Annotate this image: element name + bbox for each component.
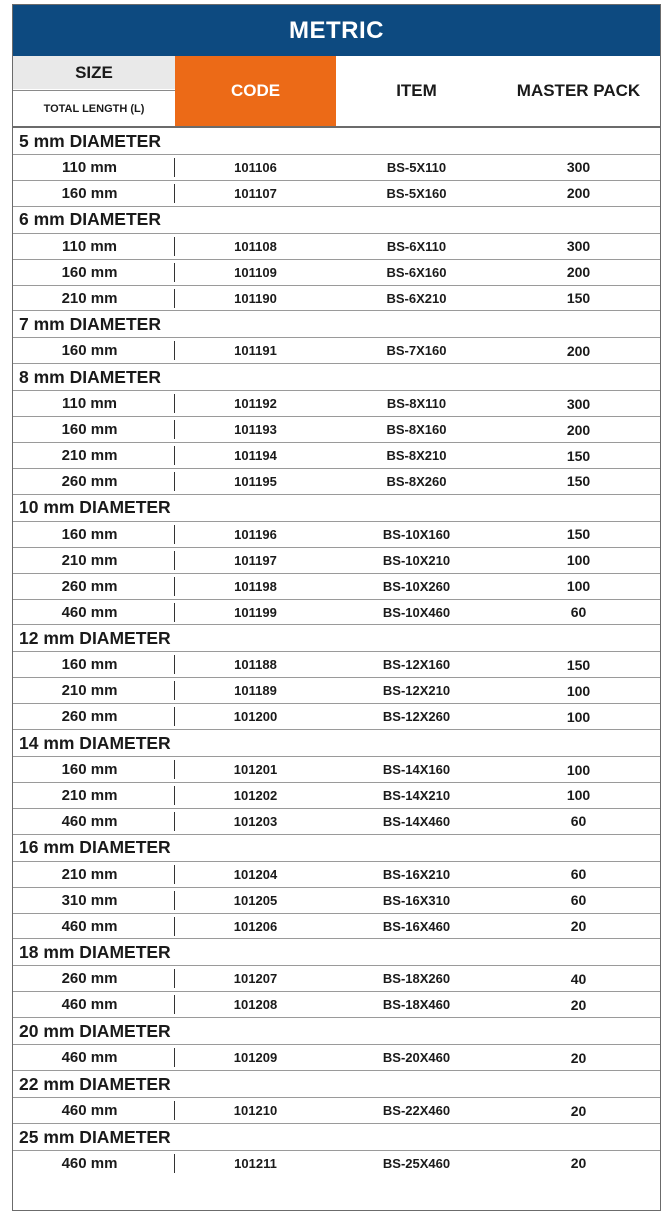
diameter-group-title: 5 mm DIAMETER — [13, 128, 660, 155]
diameter-group-title: 12 mm DIAMETER — [13, 625, 660, 652]
master-pack-cell: 200 — [566, 264, 591, 281]
code-cell: 101204 — [233, 866, 278, 882]
item-cell: BS-14X210 — [382, 787, 451, 803]
table-row — [13, 992, 660, 1018]
master-pack-cell: 40 — [570, 970, 587, 987]
size-cell: 460 mm — [13, 603, 175, 622]
diameter-group-title: 6 mm DIAMETER — [13, 207, 660, 234]
code-cell: 101209 — [233, 1050, 278, 1066]
size-cell: 160 mm — [13, 760, 175, 779]
code-cell: 101190 — [234, 290, 277, 306]
size-cell: 260 mm — [13, 472, 175, 491]
code-cell: 101203 — [233, 813, 278, 829]
code-cell: 101207 — [233, 971, 278, 987]
master-pack-cell: 300 — [566, 238, 591, 255]
table-row — [13, 914, 660, 940]
size-cell: 210 mm — [13, 446, 175, 465]
master-pack-cell: 200 — [566, 185, 591, 202]
code-cell: 101202 — [233, 787, 278, 803]
size-cell: 210 mm — [13, 865, 175, 884]
diameter-group-title: 18 mm DIAMETER — [13, 939, 660, 966]
item-cell: BS-25X460 — [382, 1155, 451, 1171]
size-cell: 260 mm — [13, 577, 175, 596]
code-cell: 101109 — [234, 264, 277, 280]
size-cell: 460 mm — [13, 812, 175, 831]
master-pack-cell: 60 — [570, 604, 587, 621]
table-row — [13, 574, 660, 600]
table-row — [13, 678, 660, 704]
size-cell: 210 mm — [13, 551, 175, 570]
table-row — [13, 286, 660, 312]
master-pack-cell: 20 — [570, 918, 587, 935]
code-cell: 101208 — [233, 997, 278, 1013]
table-row — [13, 652, 660, 678]
table-row — [13, 1151, 660, 1176]
size-cell: 460 mm — [13, 995, 175, 1014]
item-cell: BS-18X260 — [382, 971, 451, 987]
item-cell: BS-14X160 — [382, 762, 451, 778]
item-cell: BS-16X210 — [382, 866, 451, 882]
size-cell: 260 mm — [13, 707, 175, 726]
code-cell: 101193 — [234, 422, 277, 438]
code-cell: 101200 — [233, 709, 278, 725]
item-cell: BS-6X160 — [386, 264, 447, 280]
table-row — [13, 548, 660, 574]
master-pack-cell: 20 — [570, 996, 587, 1013]
code-cell: 101197 — [234, 552, 277, 568]
master-pack-cell: 100 — [566, 787, 591, 804]
table-row — [13, 234, 660, 260]
master-pack-cell: 100 — [566, 578, 591, 595]
diameter-group-title: 14 mm DIAMETER — [13, 730, 660, 757]
master-pack-cell: 300 — [566, 159, 591, 176]
master-pack-cell: 100 — [566, 708, 591, 725]
table-row — [13, 181, 660, 207]
table-row — [13, 391, 660, 417]
table-row — [13, 1045, 660, 1071]
size-cell: 310 mm — [13, 891, 175, 910]
size-cell: 110 mm — [13, 158, 175, 177]
code-cell: 101199 — [234, 604, 277, 620]
master-pack-cell: 150 — [566, 290, 591, 306]
code-cell: 101210 — [233, 1103, 278, 1119]
table-row — [13, 522, 660, 548]
size-cell: 160 mm — [13, 184, 175, 203]
item-cell: BS-8X110 — [386, 396, 447, 412]
code-cell: 101106 — [234, 159, 277, 175]
table-body — [13, 128, 660, 1176]
table-row — [13, 862, 660, 888]
item-cell: BS-12X160 — [382, 657, 451, 673]
table-row — [13, 338, 660, 364]
code-cell: 101189 — [234, 683, 277, 699]
item-cell: BS-10X160 — [382, 526, 451, 542]
header-code: CODE — [175, 56, 336, 126]
item-cell: BS-8X160 — [386, 422, 447, 438]
item-cell: BS-6X110 — [386, 238, 447, 254]
size-cell: 160 mm — [13, 420, 175, 439]
master-pack-cell: 20 — [570, 1155, 587, 1172]
table-row — [13, 600, 660, 626]
code-cell: 101201 — [233, 762, 278, 778]
header-master-pack: MASTER PACK — [516, 81, 641, 100]
master-pack-cell: 60 — [570, 866, 587, 883]
size-cell: 110 mm — [13, 237, 175, 256]
code-cell: 101196 — [234, 526, 277, 542]
code-cell: 101108 — [234, 238, 277, 254]
size-cell: 210 mm — [13, 289, 175, 308]
size-cell: 160 mm — [13, 655, 175, 674]
size-cell: 460 mm — [13, 917, 175, 936]
table-row — [13, 417, 660, 443]
item-cell: BS-6X210 — [386, 290, 447, 306]
code-cell: 101205 — [233, 892, 278, 908]
table-row — [13, 443, 660, 469]
table-row — [13, 966, 660, 992]
table-row — [13, 1098, 660, 1124]
diameter-group-title: 25 mm DIAMETER — [13, 1124, 660, 1151]
size-cell: 260 mm — [13, 969, 175, 988]
item-cell: BS-14X460 — [382, 813, 451, 829]
table-row — [13, 809, 660, 835]
size-cell: 210 mm — [13, 786, 175, 805]
code-cell: 101192 — [234, 396, 277, 412]
item-cell: BS-16X310 — [382, 892, 451, 908]
master-pack-cell: 20 — [570, 1049, 587, 1066]
table-row — [13, 888, 660, 914]
code-cell: 101195 — [234, 473, 277, 489]
table-row — [13, 757, 660, 783]
diameter-group-title: 7 mm DIAMETER — [13, 311, 660, 338]
size-cell: 110 mm — [13, 394, 175, 413]
master-pack-cell: 200 — [566, 421, 591, 438]
size-cell: 210 mm — [13, 681, 175, 700]
master-pack-cell: 60 — [570, 813, 587, 830]
diameter-group-title: 20 mm DIAMETER — [13, 1018, 660, 1045]
code-cell: 101191 — [234, 343, 277, 359]
table-row — [13, 469, 660, 495]
table-row — [13, 260, 660, 286]
size-cell: 460 mm — [13, 1154, 175, 1173]
master-pack-cell: 300 — [566, 395, 591, 412]
item-cell: BS-16X460 — [382, 918, 451, 934]
size-cell: 160 mm — [13, 263, 175, 282]
table-row — [13, 155, 660, 181]
header-size: SIZE — [13, 56, 175, 89]
table-row — [13, 783, 660, 809]
master-pack-cell: 20 — [570, 1102, 587, 1119]
diameter-group-title: 10 mm DIAMETER — [13, 495, 660, 522]
item-cell: BS-12X210 — [382, 683, 451, 699]
item-cell: BS-18X460 — [382, 997, 451, 1013]
item-cell: BS-12X260 — [382, 709, 451, 725]
item-cell: BS-8X210 — [386, 448, 447, 464]
item-cell: BS-5X110 — [386, 159, 447, 175]
size-cell: 460 mm — [13, 1048, 175, 1067]
master-pack-cell: 100 — [566, 682, 591, 699]
table-row — [13, 704, 660, 730]
table-title: METRIC — [13, 5, 660, 56]
code-cell: 101107 — [234, 185, 277, 201]
code-cell: 101206 — [233, 918, 278, 934]
item-cell: BS-7X160 — [386, 343, 447, 359]
master-pack-cell: 150 — [566, 447, 591, 464]
item-cell: BS-5X160 — [386, 185, 447, 201]
item-cell: BS-20X460 — [382, 1050, 451, 1066]
code-cell: 101188 — [234, 657, 277, 673]
size-cell: 160 mm — [13, 525, 175, 544]
header-size-cell — [13, 56, 175, 126]
header-total-length: TOTAL LENGTH (L) — [13, 90, 175, 127]
code-cell: 101194 — [234, 448, 277, 464]
item-cell: BS-8X260 — [386, 473, 447, 489]
diameter-group-title: 8 mm DIAMETER — [13, 364, 660, 391]
master-pack-cell: 150 — [566, 656, 591, 673]
table-header — [13, 56, 660, 128]
code-cell: 101198 — [234, 578, 277, 594]
diameter-group-title: 16 mm DIAMETER — [13, 835, 660, 862]
master-pack-cell: 100 — [566, 761, 591, 778]
diameter-group-title: 22 mm DIAMETER — [13, 1071, 660, 1098]
master-pack-cell: 150 — [566, 526, 591, 543]
metric-table — [12, 4, 661, 1211]
master-pack-cell: 60 — [570, 892, 587, 909]
item-cell: BS-22X460 — [382, 1103, 451, 1119]
master-pack-cell: 150 — [566, 473, 591, 490]
size-cell: 160 mm — [13, 341, 175, 360]
item-cell: BS-10X460 — [382, 604, 451, 620]
master-pack-cell: 200 — [566, 342, 591, 359]
item-cell: BS-10X260 — [382, 578, 451, 594]
size-cell: 460 mm — [13, 1101, 175, 1120]
header-item: ITEM — [396, 81, 437, 100]
item-cell: BS-10X210 — [382, 552, 451, 568]
code-cell: 101211 — [234, 1155, 277, 1171]
master-pack-cell: 100 — [566, 552, 591, 569]
